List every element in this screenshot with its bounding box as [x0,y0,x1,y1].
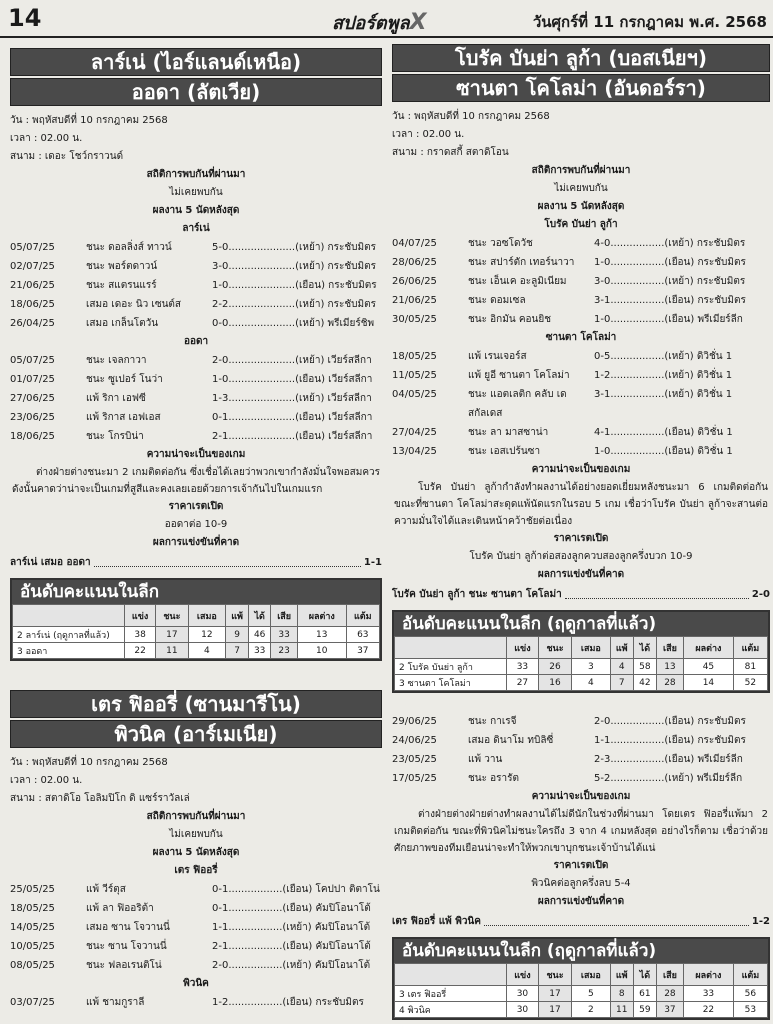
form-date: 26/04/25 [10,318,55,329]
chance-heading: ความน่าจะเป็นของเกม [531,464,631,475]
form-date: 28/06/25 [392,257,437,268]
form-date: 04/07/25 [392,238,437,249]
h2h-text: ไม่เคยพบกัน [554,183,608,194]
form-result: แพ้ วาน [468,754,503,765]
column-header: แต้ม [346,605,379,627]
table-row [395,986,768,1002]
form-row [392,750,770,769]
stat-cell: 28 [656,675,683,691]
table-row [13,643,380,659]
match-venue: สนาม : กราดสกี้ สตาดิโอน [392,147,509,158]
chance-text: ต่างฝ่ายต่างฝ่ายต่างทำผลงานได้ไม่ดีนักในช่วงที่ผ่านมา โดยเตร ฟิออรี่แพ้มา 2 เกมติดต่อกัน ขณะที่พิวนิคไม่ชนะใครถึง 3 จาก 4 เกมหลังสุด อย่างไรก็ตาม เชื่อว่าด้วยศักยภาพของทีมเยือนน่าจะทำให้พวกเขาบุกชนะเจ้าบ้านได้แน่ [394,809,768,854]
form-result: ชนะ สแตรนแรร์ [86,280,157,291]
form-row [10,918,382,937]
column-header: ได้ [633,964,656,986]
h2h-heading: สถิติการพบกันที่ผ่านมา [146,811,246,822]
newspaper-logo [332,8,426,37]
form-result: ชนะ ดอมเซล [468,295,526,306]
column-header: ได้ [249,605,271,627]
form-result: เสมอ เดอะ นิว เซนต์ส [86,299,182,310]
league-table-title: อันดับคะแนนในลีก [12,580,380,604]
form-date: 30/05/25 [392,314,437,325]
form-result: ชนะ ซาน โจวานนี่ [86,941,167,952]
form-result: ชนะ ฟลอเรนติโน่ [86,960,162,971]
price-text: โบรัค บันย่า ลูก้าต่อสองลูกควบสองลูกครึ่งบวก 10-9 [469,551,693,562]
table-row [395,659,768,675]
h2h-heading: สถิติการพบกันที่ผ่านมา [531,165,631,176]
column-header: แข่ง [507,964,539,986]
column-header: เสีย [656,964,683,986]
form-result: ชนะ โกรบิน่า [86,431,144,442]
column-header: ผลต่าง [297,605,346,627]
form-result: ชนะ แอตเลติก คลับ เดสกัลเดส [468,389,567,419]
league-table-title: อันดับคะแนนในลีก (ฤดูกาลที่แล้ว) [394,939,768,963]
column-header: แข่ง [507,637,539,659]
team-a-form [10,880,382,975]
price-heading: ราคาเรตเปิด [553,860,609,871]
match-venue: สนาม : สตาดิโอ โอลิมปิโก ดิ แซร์ราวัลเล่ [10,793,190,804]
team-a-name: ลาร์เน่ [182,223,210,234]
prediction-text: โบรัค บันย่า ลูก้า ชนะ ซานตา โคโลม่า [392,589,562,600]
stat-cell: 5 [572,986,610,1002]
form-row [10,880,382,899]
column-header: ผลต่าง [684,637,734,659]
form-result: ชนะ เจลกาวา [86,355,147,366]
column-header: ชนะ [156,605,188,627]
form-result: เสมอ เกล็นโตวัน [86,318,159,329]
team-a-form [392,234,770,329]
form-heading: ผลงาน 5 นัดหลังสุด [152,205,240,216]
stat-cell: 28 [656,986,683,1002]
form-date: 02/07/25 [10,261,55,272]
prediction [392,586,770,604]
table-header-row [13,605,380,627]
team-a-form [10,238,382,333]
form-score: 1-1.................(เหย้า) คัมปิโอนาโต้ [212,922,371,933]
issue-date: วันศุกร์ที่ 11 กรกฎาคม พ.ศ. 2568 [532,13,767,31]
column-header: ผลต่าง [684,964,734,986]
stat-cell: 22 [125,643,156,659]
stat-cell: 63 [346,627,379,643]
chance-heading: ความน่าจะเป็นของเกม [531,791,631,802]
form-score: 1-2.................(เยือน) กระชับมิตร [212,997,364,1008]
stat-cell: 11 [610,1002,633,1018]
form-date: 11/05/25 [392,370,437,381]
form-score: 1-0.................(เยือน) ดิวิชั่น 1 [594,446,733,457]
form-result: ชนะ วอซโดวัช [468,238,533,249]
form-date: 21/06/25 [392,295,437,306]
form-row [392,712,770,731]
form-score: 1-0.....................(เยือน) เวียร์สลีกา [212,374,373,385]
form-date: 18/05/25 [10,903,55,914]
stat-cell: 12 [188,627,226,643]
price-heading: ราคาเรตเปิด [168,501,224,512]
table-row [13,627,380,643]
form-row [10,408,382,427]
column-header: แพ้ [610,964,633,986]
form-result: ชนะ อิกมัน คอนยิช [468,314,552,325]
form-score: 1-1.................(เยือน) กระชับมิตร [594,735,746,746]
stat-cell: 4 [572,675,610,691]
form-row [392,310,770,329]
logo-x: X [409,10,427,35]
stat-cell: 8 [610,986,633,1002]
form-row [10,257,382,276]
form-score: 2-0.....................(เหย้า) เวียร์สลีกา [212,355,372,366]
prediction [392,913,770,931]
form-result: ชนะ อรารัต [468,773,520,784]
form-score: 4-0.................(เหย้า) กระชับมิตร [594,238,746,249]
form-date: 14/05/25 [10,922,55,933]
form-score: 1-0.................(เยือน) กระชับมิตร [594,257,746,268]
prediction-score: 1-2 [751,916,770,927]
form-score: 3-1.................(เยือน) กระชับมิตร [594,295,746,306]
form-score: 0-1.................(เยือน) โคปปา ติตาโน่ [212,884,380,895]
form-score: 1-0.................(เยือน) พรีเมียร์ลีก [594,314,743,325]
form-score: 2-0.................(เหย้า) คัมปิโอนาโต้ [212,960,371,971]
prediction-heading: ผลการแข่งขันที่คาด [537,896,625,907]
form-row [392,253,770,272]
form-date: 18/06/25 [10,299,55,310]
form-score: 1-3.....................(เหย้า) เวียร์สลีกา [212,393,372,404]
stat-cell: 46 [249,627,271,643]
team-b-name: พิวนิค [183,978,209,989]
match-time: เวลา : 02.00 น. [10,775,83,786]
stat-cell: 81 [733,659,767,675]
form-date: 04/05/25 [392,389,437,400]
form-date: 05/07/25 [10,355,55,366]
form-row [392,366,770,385]
column-header: เสมอ [572,964,610,986]
stat-cell: 56 [733,986,767,1002]
stat-cell: 26 [538,659,571,675]
home-team-banner: เตร ฟิออรี่ (ซานมารีโน) [10,690,382,718]
column-header: เสมอ [572,637,610,659]
form-result: ชนะ เอ็นเค อะลูมิเนียม [468,276,567,287]
form-result: ชนะ ลา มาสซาน่า [468,427,549,438]
stat-cell: 10 [297,643,346,659]
stat-cell: 17 [538,986,571,1002]
form-result: แพ้ เรนเจอร์ส [468,351,527,362]
form-row [10,314,382,333]
column-header: ได้ [633,637,656,659]
form-heading: ผลงาน 5 นัดหลังสุด [537,201,625,212]
stat-cell: 2 [572,1002,610,1018]
league-table [392,937,770,1020]
team-cell: 2 โบรัค บันย่า ลูก้า [395,659,507,675]
column-header: เสีย [656,637,683,659]
form-score: 1-2.................(เหย้า) ดิวิชั่น 1 [594,370,733,381]
form-score: 3-1.................(เหย้า) ดิวิชั่น 1 [594,389,733,400]
form-date: 18/06/25 [10,431,55,442]
team-cell: 4 พิวนิค [395,1002,507,1018]
column-header: แพ้ [610,637,633,659]
stat-cell: 11 [156,643,188,659]
form-result: แพ้ ลา ฟิออริต้า [86,903,154,914]
chance-text: โบรัค บันย่า ลูก้ากำลังทำผลงานได้อย่างยอดเยี่ยมหลังชนะมา 6 เกมติดต่อกัน ขณะที่ซานตา โคโลม่าสะดุดแพ้นัดแรกในรอบ 5 เกม เชื่อว่าโบรัค บันย่า ลูก้าจะสานต่อความมั่นใจได้และเดินหน้าคว้าชัยต่อเนื่อง [394,482,768,527]
form-score: 5-2.................(เหย้า) พรีเมียร์ลีก [594,773,743,784]
stat-cell: 17 [156,627,188,643]
column-header: แข่ง [125,605,156,627]
form-date: 23/06/25 [10,412,55,423]
team-a-name: เตร ฟิออรี่ [174,865,218,876]
chance-heading: ความน่าจะเป็นของเกม [146,449,246,460]
form-row [10,351,382,370]
form-date: 21/06/25 [10,280,55,291]
form-score: 0-1.....................(เยือน) เวียร์สลีกา [212,412,373,423]
league-table [10,578,382,661]
team-b-form-rest [392,712,770,788]
home-team-banner: โบรัค บันย่า ลูก้า (บอสเนียฯ) [392,44,770,72]
column-header: เสีย [271,605,298,627]
team-b-form [10,351,382,446]
form-result: แพ้ ริกา เอฟซี [86,393,146,404]
stat-cell: 30 [507,986,539,1002]
form-result: เสมอ ซาน โจวานนี่ [86,922,170,933]
form-result: เสมอ ดินาโม ทบิลิซี่ [468,735,554,746]
form-row [10,899,382,918]
stat-cell: 23 [271,643,298,659]
form-row [392,272,770,291]
stat-cell: 14 [684,675,734,691]
form-row [10,427,382,446]
stat-cell: 33 [271,627,298,643]
match-day: วัน : พฤหัสบดีที่ 10 กรกฎาคม 2568 [10,115,168,126]
team-cell: 3 เตร ฟิออรี่ [395,986,507,1002]
form-date: 10/05/25 [10,941,55,952]
stat-cell: 7 [226,643,249,659]
form-row [392,385,770,423]
h2h-text: ไม่เคยพบกัน [169,829,223,840]
league-table-title: อันดับคะแนนในลีก (ฤดูกาลที่แล้ว) [394,612,768,636]
form-score: 0-1.................(เยือน) คัมปิโอนาโต้ [212,903,371,914]
stat-cell: 61 [633,986,656,1002]
h2h-heading: สถิติการพบกันที่ผ่านมา [146,169,246,180]
form-row [10,389,382,408]
form-score: 0-0.....................(เหย้า) พรีเมียร์ชิพ [212,318,375,329]
team-cell: 3 ออดา [13,643,125,659]
form-date: 08/05/25 [10,960,55,971]
stat-cell: 33 [249,643,271,659]
away-team-banner: ออดา (ลัตเวีย) [10,78,382,106]
prediction-text: เตร ฟิออรี่ แพ้ พิวนิค [392,916,481,927]
form-result: ชนะ พอร์ตดาวน์ [86,261,158,272]
form-result: ชนะ กาเรจี [468,716,517,727]
form-row [392,731,770,750]
stat-cell: 16 [538,675,571,691]
column-header: แต้ม [733,637,767,659]
match-day: วัน : พฤหัสบดีที่ 10 กรกฎาคม 2568 [10,757,168,768]
stat-cell: 38 [125,627,156,643]
form-row [392,291,770,310]
form-result: แพ้ ชามกูราลี [86,997,145,1008]
stat-cell: 33 [507,659,539,675]
stat-cell: 7 [610,675,633,691]
team-b-name: ซานตา โคโลม่า [545,332,617,343]
price-text: พิวนิคต่อลูกครึ่งลบ 5-4 [531,878,631,889]
stat-cell: 30 [507,1002,539,1018]
form-result: ชนะ สปาร์ตัก เทอร์นาวา [468,257,575,268]
form-row [392,423,770,442]
stat-cell: 3 [572,659,610,675]
form-score: 1-0.....................(เยือน) กระชับมิตร [212,280,377,291]
stat-cell: 9 [226,627,249,643]
standings-table [12,604,380,659]
stat-cell: 37 [346,643,379,659]
stat-cell: 33 [684,986,734,1002]
h2h-text: ไม่เคยพบกัน [169,187,223,198]
prediction-heading: ผลการแข่งขันที่คาด [152,537,240,548]
away-team-banner: ซานตา โคโลม่า (อันดอร์รา) [392,74,770,102]
column-header: แพ้ [226,605,249,627]
form-result: ชนะ ซูเปอร์ โนว่า [86,374,163,385]
form-score: 2-1.................(เยือน) คัมปิโอนาโต้ [212,941,371,952]
form-row [392,442,770,461]
column-header: แต้ม [733,964,767,986]
table-header-row [395,637,768,659]
stat-cell: 27 [507,675,539,691]
form-date: 03/07/25 [10,997,55,1008]
form-result: ชนะ ดอลลิ่งส์ ทาวน์ [86,242,172,253]
stat-cell: 42 [633,675,656,691]
stat-cell: 58 [633,659,656,675]
match-tre-fiori-pyunik [10,690,382,1024]
prediction-score: 2-0 [751,589,770,600]
form-row [392,769,770,788]
form-score: 2-2.....................(เหย้า) กระชับมิตร [212,299,376,310]
form-date: 29/06/25 [392,716,437,727]
price-text: ออดาต่อ 10-9 [164,519,228,530]
form-row [392,234,770,253]
column-header: ชนะ [538,637,571,659]
form-score: 3-0.................(เหย้า) กระชับมิตร [594,276,746,287]
stat-cell: 59 [633,1002,656,1018]
match-info [392,108,770,162]
home-team-banner: ลาร์เน่ (ไอร์แลนด์เหนือ) [10,48,382,76]
form-score: 0-5.................(เหย้า) ดิวิชั่น 1 [594,351,733,362]
form-score: 2-3.................(เยือน) พรีเมียร์ลีก [594,754,743,765]
form-row [10,276,382,295]
table-header-row [395,964,768,986]
away-team-banner: พิวนิค (อาร์เมเนีย) [10,720,382,748]
form-row [10,295,382,314]
team-cell: 3 ซานตา โคโลม่า [395,675,507,691]
match-larne-auda [10,48,382,688]
form-result: ชนะ เอสเปร้นซา [468,446,541,457]
prediction-score: 1-1 [363,557,382,568]
stat-cell: 17 [538,1002,571,1018]
form-date: 27/04/25 [392,427,437,438]
form-date: 26/06/25 [392,276,437,287]
form-row [392,347,770,366]
form-date: 18/05/25 [392,351,437,362]
prediction-heading: ผลการแข่งขันที่คาด [537,569,625,580]
stat-cell: 53 [733,1002,767,1018]
form-row [10,370,382,389]
form-row [10,993,382,1012]
team-b-form-first [10,993,382,1012]
logo-text: สปอร์ตพูล [332,13,410,34]
stat-cell: 22 [684,1002,734,1018]
prediction [10,554,382,572]
table-row [395,675,768,691]
match-venue: สนาม : เดอะ โชว์กราวนด์ [10,151,124,162]
price-heading: ราคาเรตเปิด [553,533,609,544]
prediction-text: ลาร์เน่ เสมอ ออดา [10,557,91,568]
stat-cell: 52 [733,675,767,691]
table-row [395,1002,768,1018]
form-date: 24/06/25 [392,735,437,746]
form-date: 05/07/25 [10,242,55,253]
match-day: วัน : พฤหัสบดีที่ 10 กรกฎาคม 2568 [392,111,550,122]
stat-cell: 37 [656,1002,683,1018]
form-score: 2-0.................(เยือน) กระชับมิตร [594,716,746,727]
form-result: แพ้ ริกาส เอฟเอส [86,412,161,423]
page-number: 14 [8,4,42,32]
form-date: 27/06/25 [10,393,55,404]
stat-cell: 4 [610,659,633,675]
stat-cell: 4 [188,643,226,659]
form-row [10,956,382,975]
match-info [10,754,382,808]
stat-cell: 13 [297,627,346,643]
team-a-name: โบรัค บันย่า ลูก้า [544,219,618,230]
match-borac-santa-coloma [392,44,770,704]
team-cell: 2 ลาร์เน่ (ฤดูกาลที่แล้ว) [13,627,125,643]
form-score: 3-0.....................(เหย้า) กระชับมิตร [212,261,376,272]
chance-text: ต่างฝ่ายต่างชนะมา 2 เกมติดต่อกัน ซึ่งเชื่อได้เลยว่าพวกเขากำลังมั่นใจพอสมควร ดังนั้นคาดว่าน่าจะเป็นเกมที่สูสีและคงเลยเอยด้วยการเจ้ากันไปในเกมแรก [12,467,380,495]
form-date: 13/04/25 [392,446,437,457]
team-b-name: ออดา [183,336,209,347]
form-score: 2-1.....................(เยือน) เวียร์สลีกา [212,431,373,442]
form-row [10,238,382,257]
form-heading: ผลงาน 5 นัดหลังสุด [152,847,240,858]
standings-table [394,963,768,1018]
form-date: 23/05/25 [392,754,437,765]
form-date: 17/05/25 [392,773,437,784]
standings-table [394,636,768,691]
league-table [392,610,770,693]
column-header: ชนะ [538,964,571,986]
stat-cell: 45 [684,659,734,675]
form-score: 4-1.................(เยือน) ดิวิชั่น 1 [594,427,733,438]
team-b-form [392,347,770,461]
page-header [0,0,773,38]
form-date: 01/07/25 [10,374,55,385]
form-score: 5-0.....................(เหย้า) กระชับมิตร [212,242,376,253]
match-time: เวลา : 02.00 น. [10,133,83,144]
stat-cell: 13 [656,659,683,675]
match-time: เวลา : 02.00 น. [392,129,465,140]
match-info [10,112,382,166]
column-header: เสมอ [188,605,226,627]
form-row [10,937,382,956]
form-date: 25/05/25 [10,884,55,895]
form-result: แพ้ วีร์ตุส [86,884,126,895]
form-result: แพ้ ยูอี ซานตา โคโลม่า [468,370,570,381]
match-tre-fiori-pyunik-cont [392,712,770,1024]
